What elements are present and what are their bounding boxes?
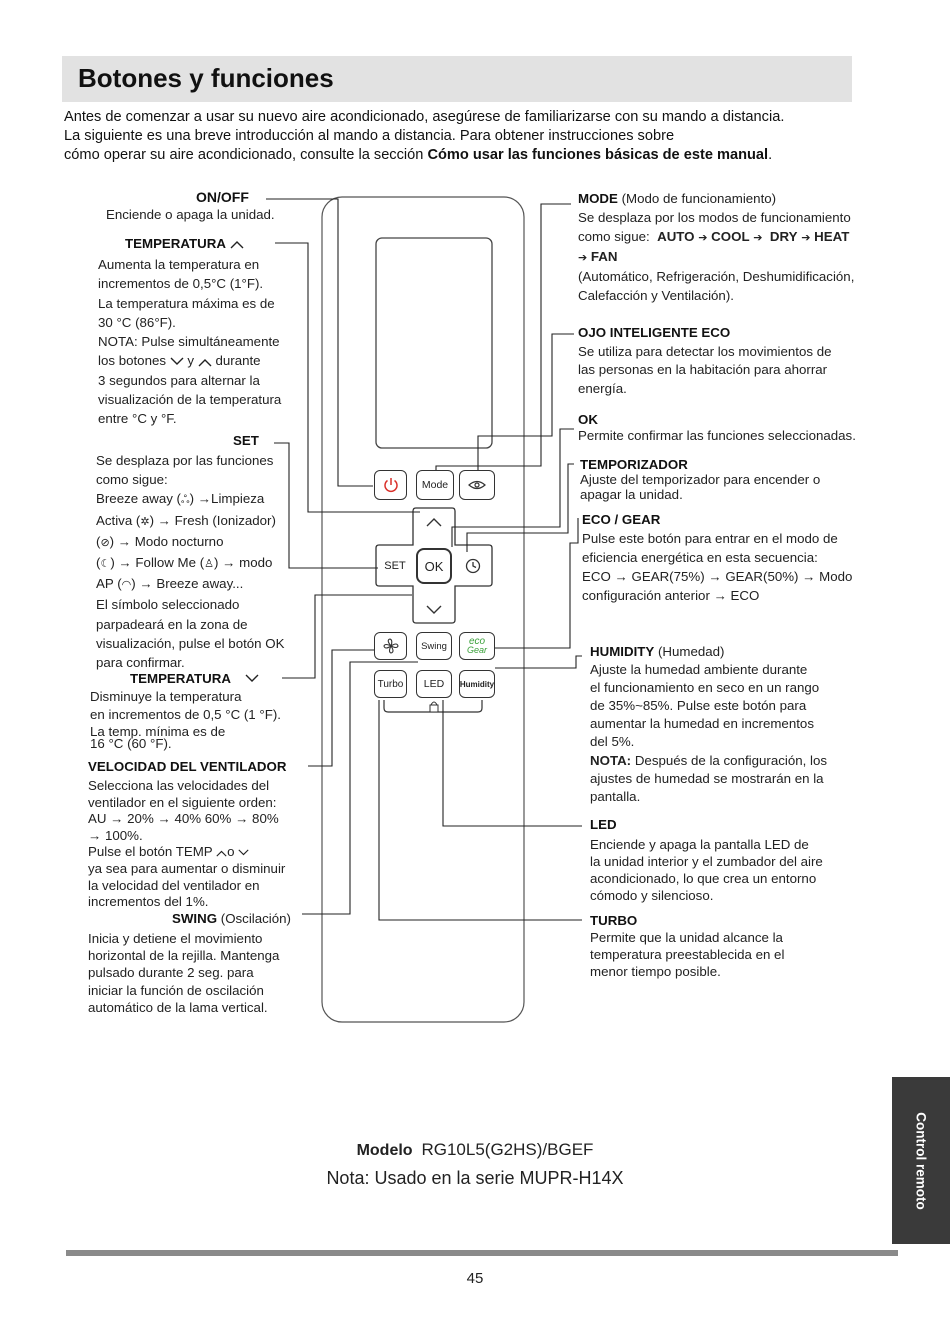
fresh-icon: ⊘ bbox=[100, 536, 110, 549]
text-line: Se desplaza por las funciones bbox=[96, 453, 274, 468]
temp-down-title bbox=[130, 670, 259, 688]
intro-paragraph bbox=[64, 108, 884, 165]
text-line: visualización de la temperatura bbox=[98, 392, 282, 408]
text-line: horizontal de la rejilla. Mantenga bbox=[88, 948, 280, 964]
text-line: Aumenta la temperatura en bbox=[98, 257, 260, 272]
mode-button[interactable]: Mode bbox=[416, 470, 454, 500]
text-line: visualización, pulse el botón OK bbox=[96, 635, 285, 651]
intro-bold-link: Cómo usar las funciones básicas de este manual bbox=[427, 147, 769, 163]
text-line: las personas en la habitación para ahorrar bbox=[578, 362, 828, 377]
text: ) → Fresh (Ionizador) bbox=[149, 512, 276, 528]
title-bar bbox=[62, 56, 852, 102]
side-tab-label: Control remoto bbox=[913, 1111, 929, 1210]
eco-eye-title: OJO INTELIGENTE ECO bbox=[578, 325, 731, 340]
text-line: → 100%. bbox=[88, 827, 143, 843]
temp-down-title-text: TEMPERATURA bbox=[130, 671, 231, 686]
text: ( bbox=[96, 533, 101, 549]
timer-block bbox=[580, 457, 820, 502]
mode-auto: AUTO bbox=[657, 229, 695, 244]
text-line: pantalla. bbox=[590, 788, 641, 804]
intro-line: Antes de comenzar a usar su nuevo aire acondicionado, asegúrese de familiarizarse con su mando a distancia. bbox=[64, 109, 785, 125]
ok-title: OK bbox=[578, 412, 598, 427]
text-line: pulsado durante 2 seg. para bbox=[88, 965, 254, 981]
timer-button[interactable] bbox=[455, 548, 491, 584]
model-value: RG10L5(G2HS)/BGEF bbox=[421, 1140, 594, 1159]
fan-title bbox=[88, 758, 286, 776]
ok-block bbox=[578, 412, 856, 444]
text: ) → modo bbox=[214, 555, 273, 571]
page-title: Botones y funciones bbox=[78, 63, 334, 93]
intro-line: La siguiente es una breve introducción al mando a distancia. Para obtener instrucciones sobre bbox=[64, 128, 675, 144]
mode-fan: FAN bbox=[590, 249, 618, 264]
text: Pulse el botón TEMP bbox=[88, 844, 213, 860]
set-desc bbox=[96, 451, 284, 672]
chevron-up-icon bbox=[230, 239, 244, 249]
footer-rule bbox=[66, 1250, 898, 1256]
text-line bbox=[96, 553, 284, 574]
chevron-down-icon bbox=[245, 674, 259, 684]
text-line: menor tiempo posible. bbox=[590, 964, 721, 979]
eco-gear-title: ECO / GEAR bbox=[582, 512, 661, 527]
text-line: 3 segundos para alternar la bbox=[98, 372, 260, 388]
temp-up-title bbox=[125, 235, 244, 253]
text-line: incrementos de 0,5°C (1°F). bbox=[98, 276, 264, 292]
text-line: eficiencia energética en esta secuencia: bbox=[582, 550, 818, 565]
text: durante bbox=[215, 353, 261, 369]
onoff-desc: Enciende o apaga la unidad. bbox=[106, 207, 275, 222]
series-note: Nota: Usado en la serie MUPR-H14X bbox=[326, 1168, 624, 1188]
lock-icon bbox=[430, 705, 438, 712]
text-line: de 35%~85%. Pulse este botón para bbox=[590, 698, 807, 714]
text-line: para confirmar. bbox=[96, 655, 185, 671]
text-line: aumentar la humedad en incrementos bbox=[590, 716, 814, 732]
led-button[interactable]: LED bbox=[416, 670, 452, 698]
text-line: configuración anterior → ECO bbox=[582, 588, 760, 603]
mode-cool: COOL bbox=[711, 229, 750, 244]
breeze-away-icon: ஃ bbox=[181, 494, 190, 507]
chevron-down-icon bbox=[170, 357, 184, 367]
text-line: como sigue: bbox=[96, 472, 168, 488]
text-line: entre °C y °F. bbox=[98, 411, 177, 427]
text-line: Ajuste la humedad ambiente durante bbox=[590, 662, 808, 678]
swing-desc bbox=[88, 930, 279, 1016]
chevron-down-icon bbox=[238, 848, 249, 858]
text-line: acondicionado, lo que crea un entorno bbox=[590, 871, 817, 886]
led-block bbox=[590, 816, 823, 904]
text-line: NOTA: Pulse simultáneamente bbox=[98, 334, 280, 350]
turbo-title: TURBO bbox=[590, 913, 638, 928]
chevron-up-icon bbox=[216, 848, 227, 858]
side-tab bbox=[892, 1077, 950, 1244]
text-line: incrementos del 1%. bbox=[88, 894, 209, 910]
text-line: automático de la lama vertical. bbox=[88, 999, 268, 1015]
text-line: como sigue: AUTO ➔ COOL ➔ DRY ➔ HEAT bbox=[578, 229, 850, 244]
turbo-block bbox=[590, 912, 784, 980]
text: o bbox=[227, 844, 235, 860]
intro-line bbox=[64, 146, 884, 165]
clean-icon: ✲ bbox=[140, 515, 150, 528]
text-line: Selecciona las velocidades del bbox=[88, 778, 270, 793]
led-title: LED bbox=[590, 817, 617, 832]
text-line: Se desplaza por los modos de funcionamiento bbox=[578, 210, 851, 225]
text-line: ➔ FAN bbox=[578, 249, 618, 264]
humidity-block bbox=[590, 643, 827, 806]
set-title bbox=[233, 432, 259, 450]
humidity-button[interactable]: Humidity bbox=[459, 670, 495, 698]
temp-up-title-text: TEMPERATURA bbox=[125, 236, 226, 251]
turbo-button[interactable]: Turbo bbox=[374, 670, 407, 698]
eco-gear-block bbox=[582, 510, 852, 605]
humidity-subtitle: (Humedad) bbox=[657, 644, 725, 659]
ok-button[interactable]: OK bbox=[416, 548, 452, 584]
text-line: ventilador en el siguiente orden: bbox=[88, 794, 277, 810]
text-line: (Automático, Refrigeración, Deshumidificación, bbox=[578, 269, 855, 284]
set-button[interactable]: SET bbox=[384, 560, 406, 572]
fan-title-text: VELOCIDAD DEL VENTILADOR bbox=[88, 759, 287, 774]
text-line: La temp. mínima es de bbox=[90, 724, 226, 739]
swing-title bbox=[172, 910, 291, 928]
text-line: Ajuste del temporizador para encender o bbox=[580, 472, 821, 487]
mode-dry: DRY bbox=[769, 229, 798, 244]
chevron-down-icon bbox=[426, 605, 442, 615]
chevron-up-icon bbox=[426, 517, 442, 527]
eco-eye-button[interactable] bbox=[459, 470, 495, 500]
text-line: del 5%. bbox=[590, 734, 635, 750]
text-line: Se utiliza para detectar los movimientos de bbox=[578, 343, 832, 359]
text-line: La temperatura máxima es de bbox=[98, 295, 275, 311]
text: ) → Breeze away... bbox=[131, 576, 244, 592]
text-line: Enciende y apaga la pantalla LED de bbox=[590, 837, 809, 852]
text-line bbox=[98, 351, 281, 370]
clock-icon bbox=[465, 558, 481, 574]
text-line: Disminuye la temperatura bbox=[90, 689, 242, 704]
eco-eye-block bbox=[578, 324, 832, 398]
set-title-text: SET bbox=[233, 433, 259, 448]
text: ) → Follow Me ( bbox=[110, 555, 205, 571]
text-line: Calefacción y Ventilación). bbox=[578, 288, 734, 303]
model-label: Modelo bbox=[356, 1142, 413, 1159]
text: ) → Modo nocturno bbox=[109, 533, 224, 549]
text-line bbox=[96, 511, 284, 532]
swing-button[interactable]: Swing bbox=[416, 632, 452, 660]
wifi-icon: ◠ bbox=[121, 579, 132, 592]
mode-subtitle: (Modo de funcionamiento) bbox=[621, 191, 777, 206]
mode-title-text: MODE bbox=[578, 191, 618, 206]
text-line bbox=[96, 532, 284, 553]
power-icon bbox=[382, 476, 400, 494]
temp-down-desc bbox=[90, 688, 281, 752]
mode-block bbox=[578, 189, 854, 305]
intro-text: . bbox=[768, 147, 773, 163]
text-line bbox=[88, 844, 285, 861]
fan-button[interactable] bbox=[374, 632, 407, 660]
text-line: apagar la unidad. bbox=[580, 487, 683, 502]
swing-title-text: SWING bbox=[172, 911, 218, 926]
text: Después de la configuración, los bbox=[631, 752, 828, 768]
text-line: El símbolo seleccionado bbox=[96, 597, 240, 613]
text-line: cómodo y silencioso. bbox=[590, 888, 714, 903]
text-line: en incrementos de 0,5 °C (1 °F). bbox=[90, 706, 281, 722]
humidity-title-text: HUMIDITY bbox=[590, 644, 655, 659]
sleep-icon: ☾ bbox=[100, 558, 111, 571]
text-line: ECO → GEAR(75%) → GEAR(50%) → Modo bbox=[582, 569, 853, 584]
text-line: ajustes de humedad se mostrarán en la bbox=[590, 770, 824, 786]
fan-icon bbox=[382, 637, 400, 655]
remote-screen bbox=[376, 238, 492, 448]
page-number: 45 bbox=[466, 1270, 484, 1287]
text-line: ya sea para aumentar o disminuir bbox=[88, 860, 286, 876]
onoff-title bbox=[196, 188, 249, 207]
temp-up-button[interactable] bbox=[416, 510, 452, 534]
text-line: el funcionamiento en seco en un rango bbox=[590, 680, 820, 696]
temp-up-desc bbox=[98, 255, 281, 429]
text: y bbox=[187, 353, 195, 369]
fan-desc bbox=[88, 778, 285, 911]
text-line: AU → 20% → 40% 60% → 80% bbox=[88, 811, 279, 827]
text-line: Inicia y detiene el movimiento bbox=[88, 931, 263, 946]
swing-subtitle: (Oscilación) bbox=[220, 911, 291, 926]
text-line bbox=[96, 489, 284, 510]
note-label: NOTA: bbox=[590, 752, 632, 768]
text: Activa ( bbox=[96, 512, 141, 528]
mode-title bbox=[578, 189, 854, 208]
eco-gear-label-eco: eco bbox=[468, 636, 486, 647]
text-line: Permite confirmar las funciones seleccionadas. bbox=[578, 428, 856, 443]
power-button[interactable] bbox=[374, 470, 407, 500]
mode-heat: HEAT bbox=[814, 229, 850, 244]
eco-gear-label-gear: Gear bbox=[466, 645, 487, 655]
text-line: energía. bbox=[578, 380, 627, 396]
eco-gear-button[interactable] bbox=[459, 632, 495, 660]
temp-down-button[interactable] bbox=[416, 598, 452, 622]
chevron-up-icon bbox=[198, 357, 212, 367]
intro-text: cómo operar su aire acondicionado, consulte la sección bbox=[64, 147, 428, 163]
text-line: 16 °C (60 °F). bbox=[90, 735, 172, 751]
text-line: iniciar la función de oscilación bbox=[88, 982, 264, 998]
humidity-title bbox=[590, 643, 827, 661]
model-line bbox=[0, 1140, 950, 1160]
timer-title: TEMPORIZADOR bbox=[580, 457, 688, 472]
text-line: la unidad interior y el zumbador del aire bbox=[590, 854, 823, 869]
text: los botones bbox=[98, 353, 167, 369]
text-line: temperatura preestablecida en el bbox=[590, 947, 785, 962]
text-line: Permite que la unidad alcance la bbox=[590, 930, 783, 945]
text: ) →Limpieza bbox=[189, 491, 265, 507]
text-line: parpadeará en la zona de bbox=[96, 616, 248, 632]
eye-icon bbox=[467, 478, 487, 492]
text-line: Pulse este botón para entrar en el modo de bbox=[582, 531, 838, 546]
text: AP ( bbox=[96, 576, 122, 592]
text: ( bbox=[96, 555, 101, 571]
follow-me-icon: ♙ bbox=[204, 558, 215, 571]
text-line: 30 °C (86°F). bbox=[98, 314, 176, 330]
text: Breeze away ( bbox=[96, 491, 181, 507]
text-line bbox=[590, 752, 827, 770]
text-line bbox=[96, 574, 284, 595]
text: como sigue: bbox=[578, 229, 650, 244]
onoff-title-text: ON/OFF bbox=[196, 189, 249, 205]
text-line: la velocidad del ventilador en bbox=[88, 877, 260, 893]
